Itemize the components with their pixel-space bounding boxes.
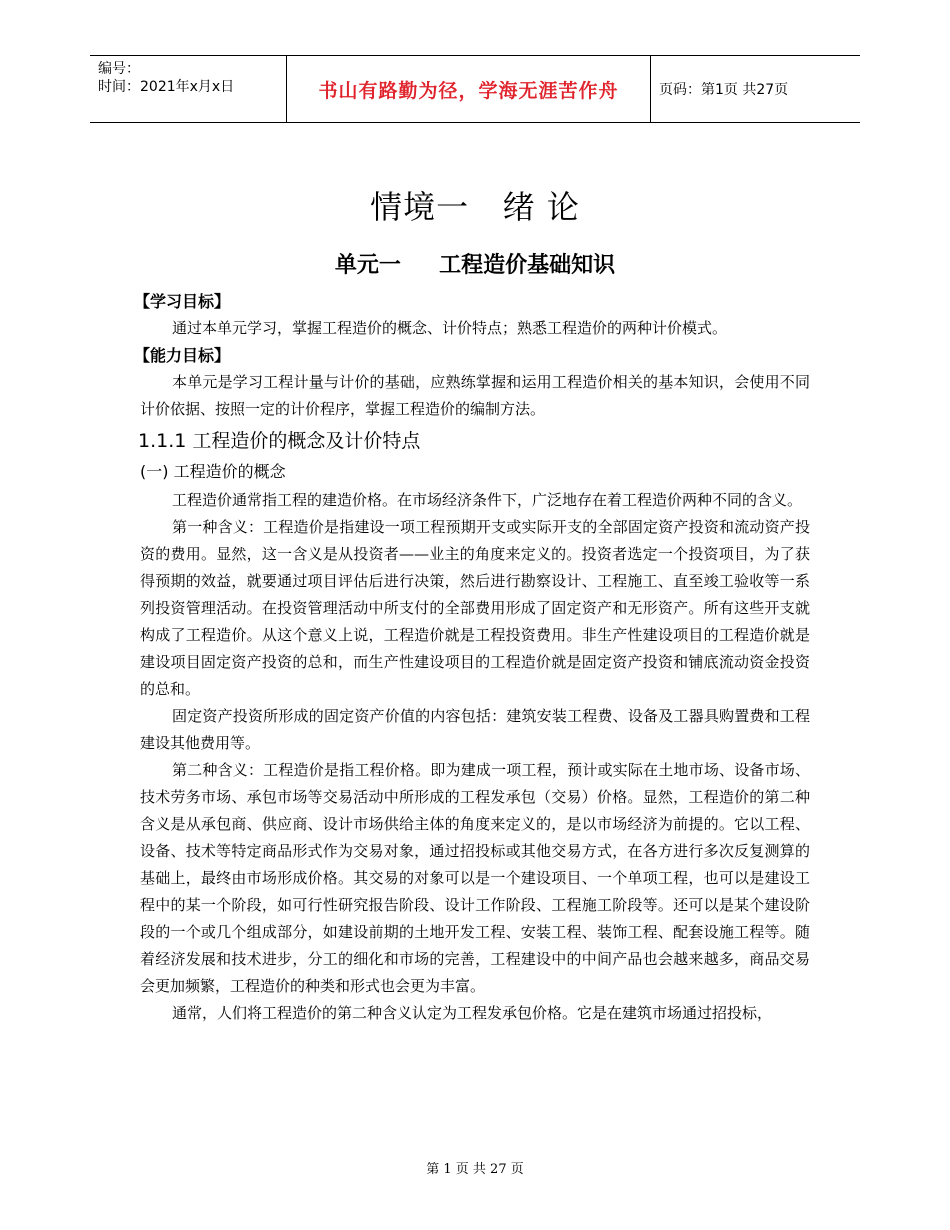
ability-goal-text: 本单元是学习工程计量与计价的基础，应熟练掌握和运用工程造价相关的基本知识，会使用不同计价依据、按照一定的计价程序，掌握工程造价的编制方法。 <box>140 373 810 418</box>
section-heading-1-1-1: 1.1.1 工程造价的概念及计价特点 <box>138 430 421 452</box>
document-header <box>90 55 860 123</box>
paragraph: 第二种含义：工程造价是指工程价格。即为建成一项工程，预计或实际在土地市场、设备市场、技术劳务市场、承包市场等交易活动中所形成的工程发承包（交易）价格。显然，工程造价的第二种含义是从承包商、供应商、设计市场供给主体的角度来定义的，是以市场经济为前提的。它以工程、设备、技术等特定商品形式作为交易对象，通过招投标或其他交易方式，在各方进行多次反复测算的基础上，最终由市场形成价格。其交易的对象可以是一个建设项目、一个单项工程，也可以是建设工程中的某一个阶段，如可行性研究报告阶段、设计工作阶段、工程施工阶段等。还可以是某个建设阶段的一个或几个组成部分，如建设前期的土地开发工程、安装工程、装饰工程、配套设施工程等。随着经济发展和技术进步，分工的细化和市场的完善，工程建设中的中间产品也会越来越多，商品交易会更加频繁，工程造价的种类和形式也会更为丰富。 <box>140 761 810 995</box>
time-label: 时间：2021年x月x日 <box>98 79 235 95</box>
ability-goal-label: 【能力目标】 <box>134 346 231 365</box>
header-meta <box>90 56 287 122</box>
page-footer: 第 1 页 共 27 页 <box>426 1162 524 1177</box>
header-motto: 书山有路勤为径，学海无涯苦作舟 <box>287 56 651 122</box>
paragraph: 工程造价通常指工程的建造价格。在市场经济条件下，广泛地存在着工程造价两种不同的含义。 <box>172 491 803 509</box>
unit-title: 单元一 工程造价基础知识 <box>334 253 616 278</box>
page-title: 情境一 绪 论 <box>370 188 580 226</box>
header-page-info: 页码：第1页 共27页 <box>659 82 789 98</box>
paragraph: 固定资产投资所形成的固定资产价值的内容包括：建筑安装工程费、设备及工器具购置费和工程建设其他费用等。 <box>140 707 810 752</box>
document-body <box>134 288 810 1027</box>
subsection-heading-1: (一) 工程造价的概念 <box>140 462 286 481</box>
learning-goal-label: 【学习目标】 <box>134 292 231 311</box>
number-label: 编号： <box>98 61 140 77</box>
paragraph: 通常，人们将工程造价的第二种含义认定为工程发承包价格。它是在建筑市场通过招投标， <box>172 1004 773 1022</box>
paragraph: 第一种含义：工程造价是指建设一项工程预期开支或实际开支的全部固定资产投资和流动资产投资的费用。显然，这一含义是从投资者——业主的角度来定义的。投资者选定一个投资项目，为了获得预期的效益，就要通过项目评估后进行决策，然后进行勘察设计、工程施工、直至竣工验收等一系列投资管理活动。在投资管理活动中所支付的全部费用形成了固定资产和无形资产。所有这些开支就构成了工程造价。从这个意义上说，工程造价就是工程投资费用。非生产性建设项目的工程造价就是建设项目固定资产投资的总和，而生产性建设项目的工程造价就是固定资产投资和铺底流动资金投资的总和。 <box>140 518 810 698</box>
learning-goal-text: 通过本单元学习，掌握工程造价的概念、计价特点；熟悉工程造价的两种计价模式。 <box>172 319 728 337</box>
